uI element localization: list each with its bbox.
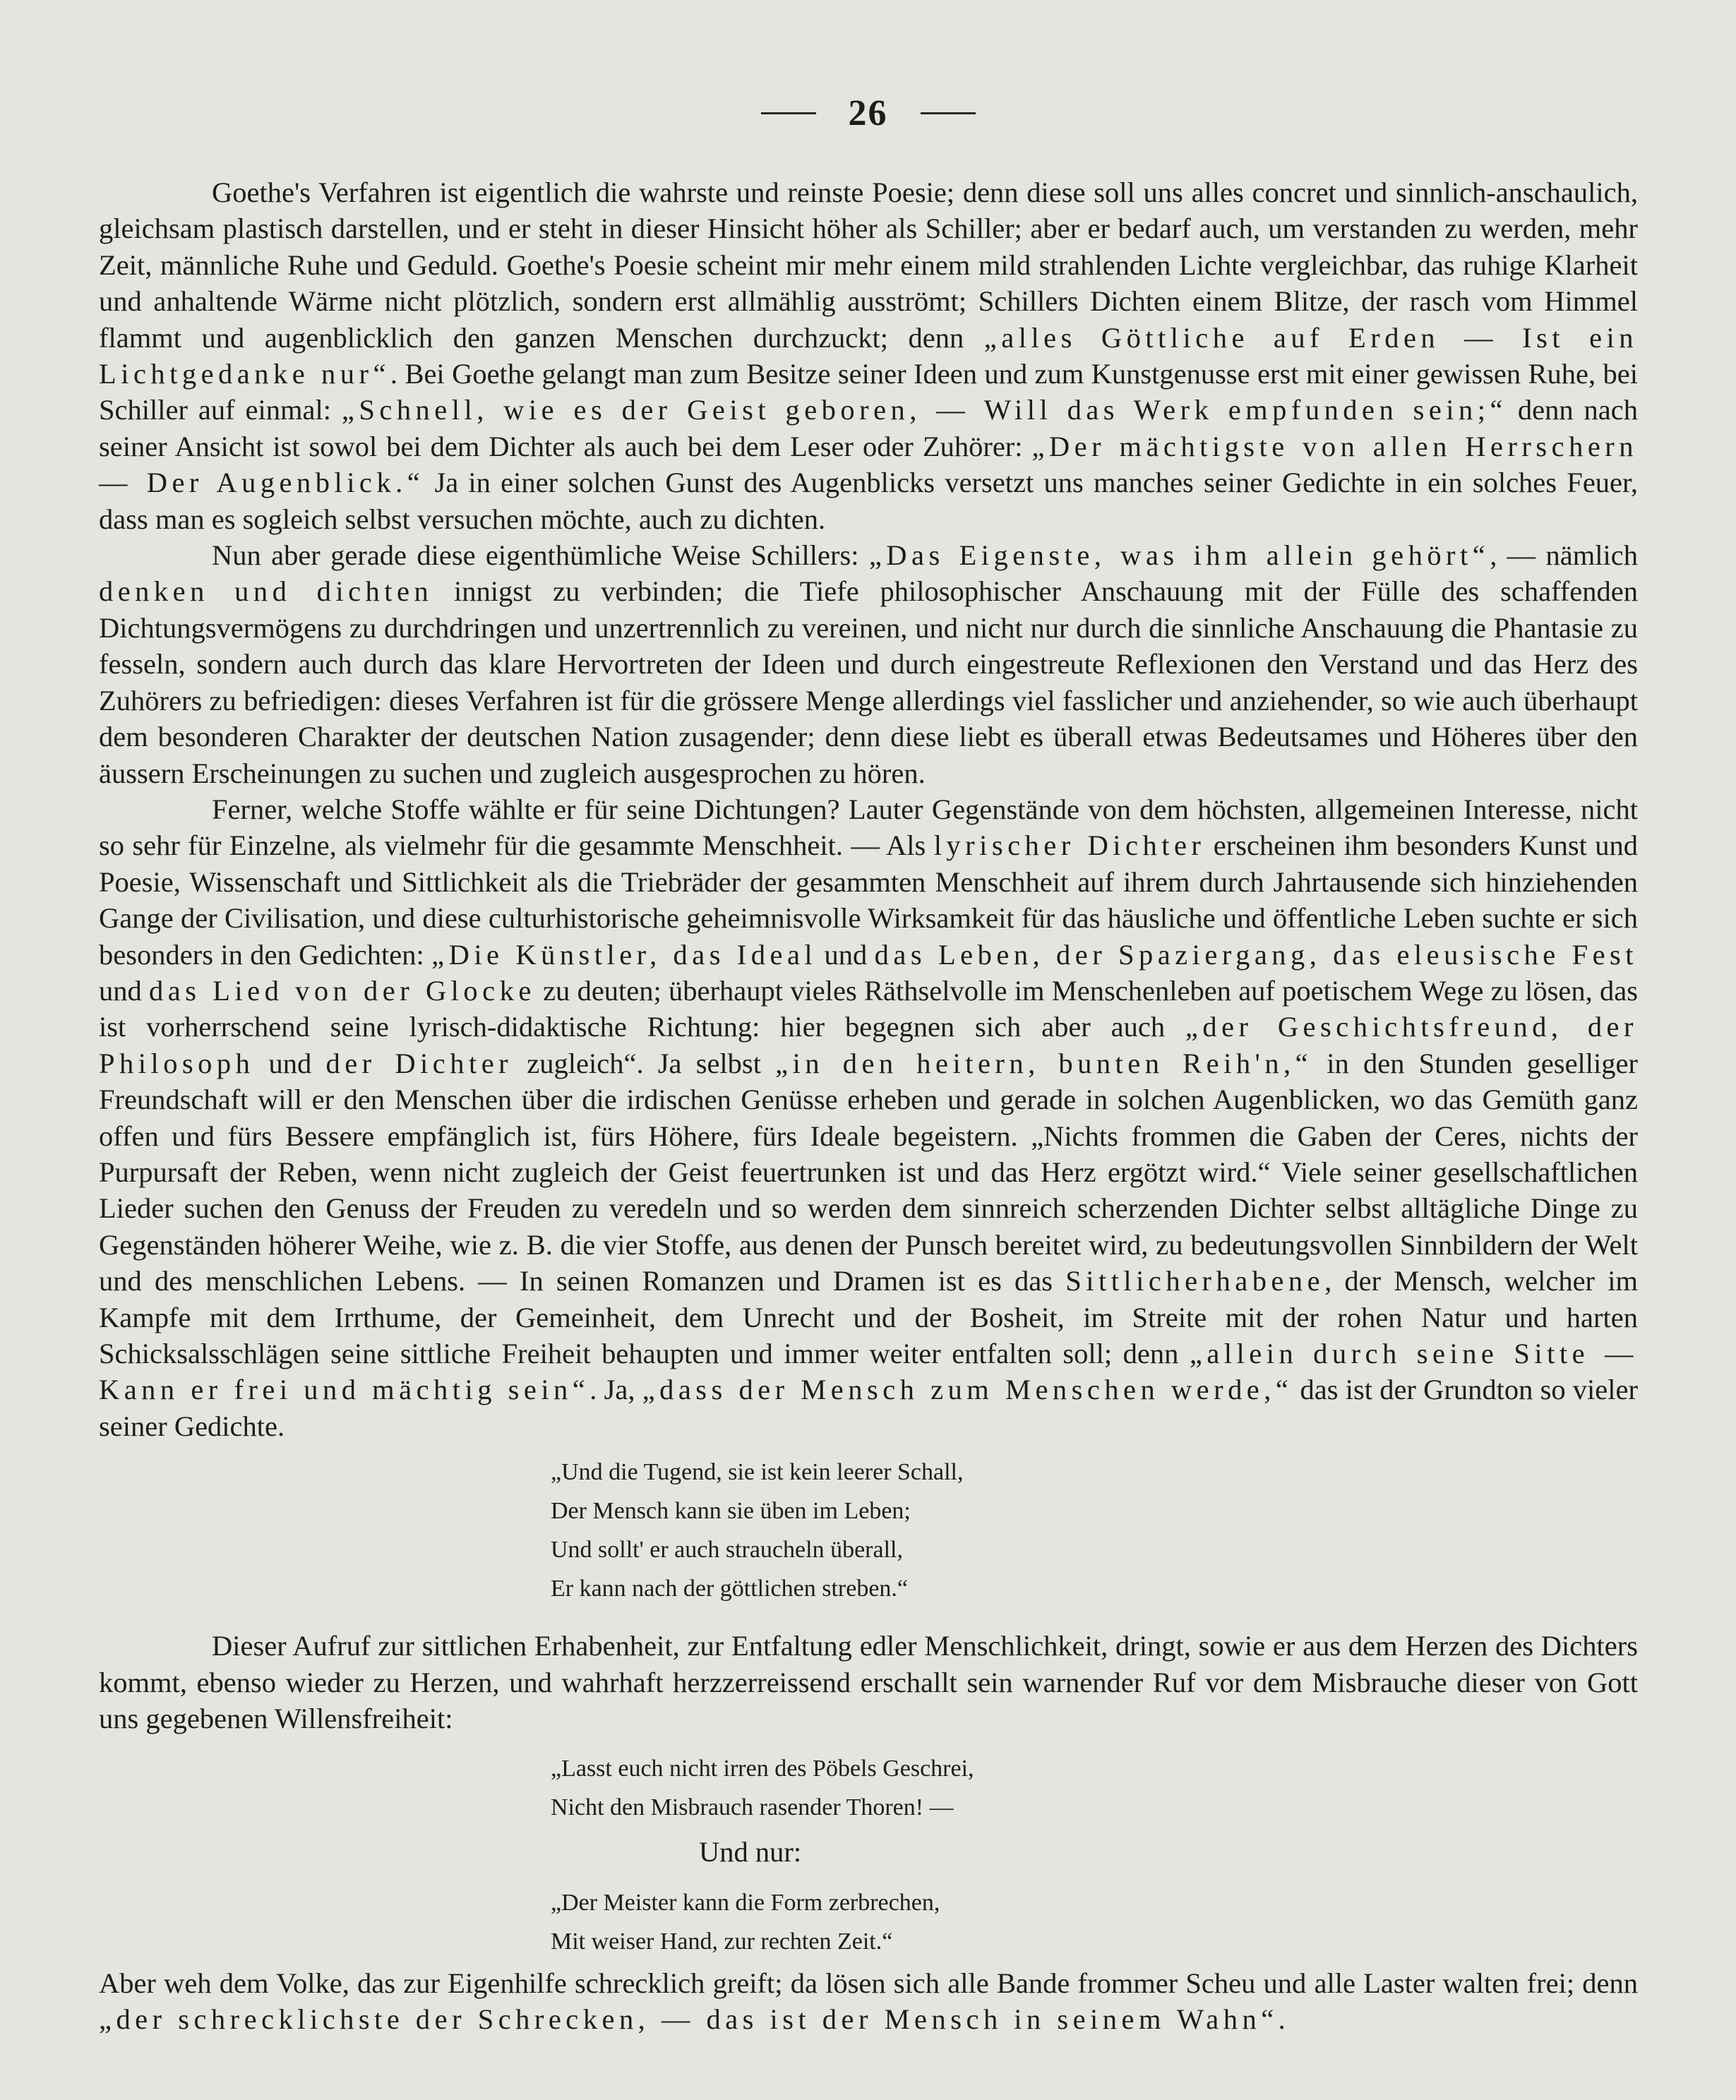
emphasis-spaced: das Lied von der Glocke	[149, 974, 536, 1007]
text-run: , — nämlich	[1490, 539, 1638, 572]
text-run: Ferner, welche Stoffe wählte er für seine Dichtungen? Lauter Gegenstände von dem höchsten, allgemeinen Interesse, nicht so sehr für Einzelne, als vielmehr für die gesammte Menschheit. — Als	[99, 793, 1638, 862]
paragraph	[99, 1628, 1638, 1736]
text-run: zu deuten; überhaupt vieles Räthselvolle im Menschenleben auf poetischem Wege zu lösen, das ist vorherrschend seine lyrisch-didaktische Richtung: hier begegnen sich aber auch	[99, 974, 1638, 1043]
emphasis-spaced: „Der mächtigste von allen Herrschern — Der Augenblick.“	[99, 430, 1638, 499]
emphasis-spaced: „alles Göttliche auf Erden — Ist ein Lichtgedanke nur“	[99, 321, 1638, 390]
verse-line: „Lasst euch nicht irren des Pöbels Geschrei,	[551, 1756, 974, 1782]
text-run: und	[817, 938, 875, 971]
emphasis-spaced: „dass der Mensch zum Menschen werde,“	[642, 1374, 1293, 1406]
text-run: denn nach seiner Ansicht ist sowol bei dem Dichter als auch bei dem Leser oder Zuhörer:	[99, 394, 1638, 462]
text-run: . Ja,	[589, 1374, 642, 1406]
verse-quote-tugend	[551, 1453, 1638, 1608]
paragraph	[99, 174, 1638, 537]
text-run: zugleich“. Ja selbst	[513, 1047, 776, 1079]
text-run: Dieser Aufruf zur sittlichen Erhabenheit, zur Entfaltung edler Menschlichkeit, dringt, sowie er aus dem Herzen des Dichters kommt, ebenso wieder zu Herzen, und wahrhaft herzzerreissend erschallt sein warnender Ruf vor dem Misbrauche dieser von Gott uns gegebenen Willensfreiheit:	[99, 1630, 1638, 1735]
header-rule-right	[921, 112, 976, 114]
emphasis-spaced: das Leben, der Spaziergang, das eleusische Fest	[874, 938, 1638, 971]
verse-line: Nicht den Misbrauch rasender Thoren! —	[551, 1794, 954, 1821]
verse-line: „Der Meister kann die Form zerbrechen,	[551, 1889, 940, 1916]
emphasis-spaced: Sittlicherhabene	[1065, 1265, 1325, 1297]
verse-connector: Und nur:	[699, 1836, 802, 1868]
verse-line: Und sollt' er auch straucheln überall,	[551, 1537, 903, 1564]
emphasis-spaced: „der schrecklichste der Schrecken, — das ist der Mensch in seinem Wahn“	[99, 2003, 1279, 2036]
text-run: das ist der Grundton so vieler seiner Gedichte.	[99, 1374, 1638, 1442]
text-run: .	[1278, 2003, 1286, 2036]
verse-line: Mit weiser Hand, zur rechten Zeit.“	[551, 1928, 893, 1955]
text-run: Nun aber gerade diese eigenthümliche Weise Schillers:	[212, 539, 869, 572]
emphasis-spaced: „allein durch seine Sitte — Kann er frei und mächtig sein“	[99, 1338, 1638, 1406]
emphasis-spaced: „Die Künstler, das Ideal	[431, 938, 818, 971]
emphasis-spaced: lyrischer Dichter	[933, 829, 1206, 862]
verse-quote-meister	[551, 1883, 1638, 1961]
header-rule-left	[761, 112, 816, 114]
emphasis-spaced: „der Geschichtsfreund, der Philosoph	[99, 1011, 1638, 1079]
text-run: , der Mensch, welcher im Kampfe mit dem Irrthume, der Gemeinheit, dem Unrecht und der Bosheit, im Streite mit der rohen Natur und harten Schicksalsschlägen seine sittliche Freiheit behaupten und immer weiter entfalten soll; denn	[99, 1265, 1639, 1369]
text-run: und	[254, 1047, 326, 1079]
verse-line: Er kann nach der göttlichen streben.“	[551, 1576, 909, 1602]
paragraph	[99, 537, 1638, 791]
text-run: . Bei Goethe gelangt man zum Besitze seiner Ideen und zum Kunstgenusse erst mit einer gewissen Ruhe, bei Schiller auf einmal:	[99, 358, 1638, 426]
emphasis-spaced: denken und dichten	[99, 575, 433, 608]
text-run: erscheinen ihm besonders Kunst und Poesie, Wissenschaft und Sittlichkeit als die Triebräder der gesammten Menschheit auf ihrem durch Jahrtausende sich hinziehenden Gange der Civilisation, und diese culturhistorische geheimnisvolle Wirksamkeit für das häusliche und öffentliche Leben suchte er sich besonders in den Gedichten:	[99, 829, 1638, 971]
emphasis-spaced: „in den heitern, bunten Reih'n,“	[775, 1047, 1313, 1079]
verse-line: Der Mensch kann sie üben im Leben;	[551, 1498, 911, 1525]
page-number: 26	[848, 92, 888, 133]
text-run: in den Stunden geselliger Freundschaft will er den Menschen über die irdischen Genüsse erheben und gerade in solchen Augenblicken, wo das Gemüth ganz offen und fürs Bessere empfänglich ist, fürs Höhere, fürs Ideale begeistern. „Nichts frommen die Gaben der Ceres, nichts der Purpursaft der Reben, wenn nicht zugleich der Geist feuertrunken ist und das Herz ergötzt wird.“ Viele seiner gesellschaftlichen Lieder suchen den Genuss der Freuden zu veredeln und so werden dem sinnreich scherzenden Dichter selbst alltägliche Dinge zu Gegenständen höherer Weihe, wie z. B. die vier Stoffe, aus denen der Punsch bereitet wird, zu bedeutungsvollen Sinnbildern der Welt und des menschlichen Lebens. — In seinen Romanzen und Dramen ist es das	[99, 1047, 1639, 1297]
paragraph	[99, 791, 1638, 1444]
emphasis-spaced: „Das Eigenste, was ihm allein gehört“	[868, 539, 1490, 572]
text-run: Aber weh dem Volke, das zur Eigenhilfe schrecklich greift; da lösen sich alle Bande frommer Scheu und alle Laster walten frei; denn	[99, 1967, 1638, 1999]
paragraph	[99, 1965, 1638, 2038]
emphasis-spaced: „Schnell, wie es der Geist geboren, — Will das Werk empfunden sein;“	[341, 394, 1507, 426]
page-header	[0, 88, 1736, 138]
page-body	[99, 174, 1638, 2038]
emphasis-spaced: der Dichter	[325, 1047, 513, 1079]
verse-line: „Und die Tugend, sie ist kein leerer Schall,	[551, 1459, 964, 1486]
text-run: Ja in einer solchen Gunst des Augenblicks versetzt uns manches seiner Gedichte in ein solches Feuer, dass man es sogleich selbst versuchen möchte, auch zu dichten.	[99, 467, 1639, 535]
text-run: Goethe's Verfahren ist eigentlich die wahrste und reinste Poesie; denn diese soll uns alles concret und sinnlich-anschaulich, gleichsam plastisch darstellen, und er steht in dieser Hinsicht höher als Schiller; aber er bedarf auch, um verstanden zu werden, mehr Zeit, männliche Ruhe und Geduld. Goethe's Poesie scheint mir mehr einem mild strahlenden Lichte vergleichbar, das ruhige Klarheit und anhaltende Wärme nicht plötzlich, sondern erst allmählig ausströmt; Schillers Dichten einem Blitze, der rasch vom Himmel flammt und augenblicklich den ganzen Menschen durchzuckt; denn	[99, 176, 1638, 354]
verse-quote-poebel	[551, 1749, 1638, 1827]
text-run: und	[99, 974, 150, 1007]
text-run: innigst zu verbinden; die Tiefe philosophischer Anschauung mit der Fülle des schaffenden Dichtungsvermögens zu durchdringen und unzertrennlich zu vereinen, und nicht nur durch die sinnliche Anschauung die Phantasie zu fesseln, sondern auch durch das klare Hervortreten der Ideen und durch eingestreute Reflexionen den Verstand und das Herz des Zuhörers zu befriedigen: dieses Verfahren ist für die grössere Menge allerdings viel fasslicher und anziehender, so wie auch überhaupt dem besonderen Charakter der deutschen Nation zusagender; denn diese liebt es überall etwas Bedeutsames und Höheres über den äussern Erscheinungen zu suchen und zugleich ausgesprochen zu hören.	[99, 575, 1638, 789]
